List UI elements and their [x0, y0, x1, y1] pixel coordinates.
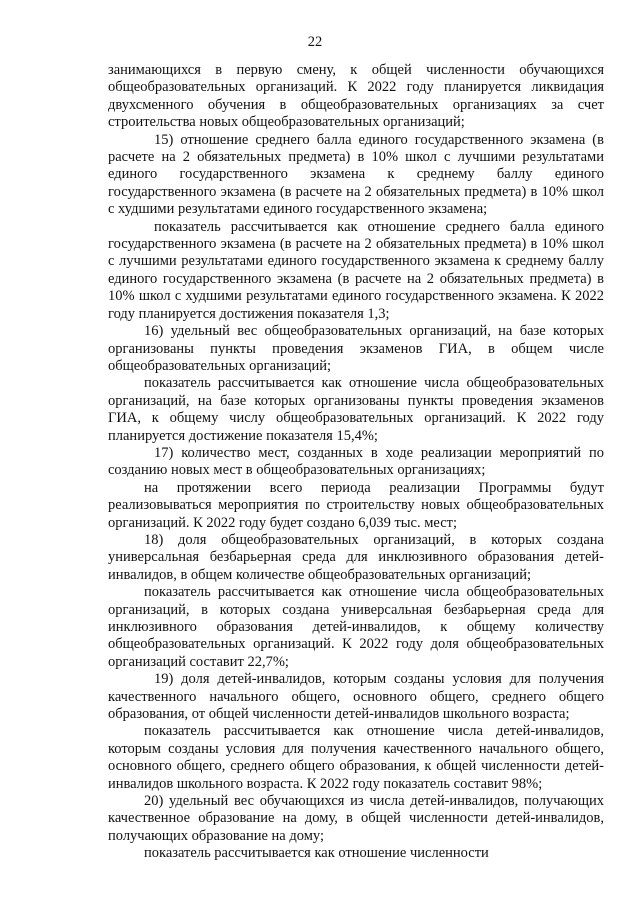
paragraph-item-18-calc: показатель рассчитывается как отношение числа общеобразовательных организаций, в которых создана универсальная безбарьерная среда для инклюзивного образования детей-инвалидов, к общему количеству общеобразовательных организаций. К 2022 году доля общеобразовательных организаций составит 22,7%;: [108, 584, 604, 670]
paragraph-item-16-calc: показатель рассчитывается как отношение числа общеобразовательных организаций, на базе которых организованы пункты проведения экзаменов ГИА, к общему числу общеобразовательных организаций. К 2022 году планируется достижение показателя 15,4%;: [108, 375, 604, 444]
paragraph-item-16: 16) удельный вес общеобразовательных организаций, на базе которых организованы пункты проведения экзаменов ГИА, в общем числе общеобразовательных организаций;: [108, 323, 604, 374]
paragraph-item-15-calc: показатель рассчитывается как отношение среднего балла единого государственного экзамена (в расчете на 2 обязательных предмета) в 10% школ с лучшими результатами единого государственного экзамена к среднему баллу единого государственного экзамена (в расчете на 2 обязательных предмета) в 10% школ с худшими результатами единого государственного экзамена. К 2022 году планируется достижения показателя 1,3;: [108, 218, 604, 322]
paragraph-item-19: 19) доля детей-инвалидов, которым созданы условия для получения качественного начального общего, основного общего, среднего общего образования, от общей численности детей-инвалидов школьного возраста;: [108, 671, 604, 723]
page-number: 22: [307, 34, 323, 50]
paragraph-continuation: занимающихся в первую смену, к общей численности обучающихся общеобразовательных организаций. К 2022 году планируется ликвидация двухсменного обучения в общеобразовательных организациях за счет строительства новых общеобразовательных организаций;: [108, 62, 604, 131]
paragraph-item-19-calc: показатель рассчитывается как отношение числа детей-инвалидов, которым созданы условия для получения качественного начального общего, основного общего, среднего общего образования, к общей численности детей-инвалидов школьного возраста. К 2022 году показатель составит 98%;: [108, 723, 604, 792]
paragraph-item-18: 18) доля общеобразовательных организаций, в которых создана универсальная безбарьерная среда для инклюзивного образования детей-инвалидов, в общем количестве общеобразовательных организаций;: [108, 531, 604, 583]
document-body: [108, 62, 604, 863]
paragraph-item-17: 17) количество мест, созданных в ходе реализации мероприятий по созданию новых мест в общеобразовательных организациях;: [108, 444, 604, 479]
paragraph-item-20: 20) удельный вес обучающихся из числа детей-инвалидов, получающих качественное образование на дому, в общей численности детей-инвалидов, получающих образование на дому;: [108, 793, 604, 844]
paragraph-item-15: 15) отношение среднего балла единого государственного экзамена (в расчете на 2 обязательных предмета) в 10% школ с лучшими результатами единого государственного экзамена к среднему баллу единого государственного экзамена (в расчете на 2 обязательных предмета) в 10% школ с худшими результатами единого государственного экзамена;: [108, 131, 604, 218]
paragraph-item-20-calc: показатель рассчитывается как отношение численности: [144, 845, 489, 862]
paragraph-item-17-note: на протяжении всего периода реализации Программы будут реализовываться мероприятия по строительству новых общеобразовательных организаций. К 2022 году будет создано 6,039 тыс. мест;: [108, 479, 604, 531]
